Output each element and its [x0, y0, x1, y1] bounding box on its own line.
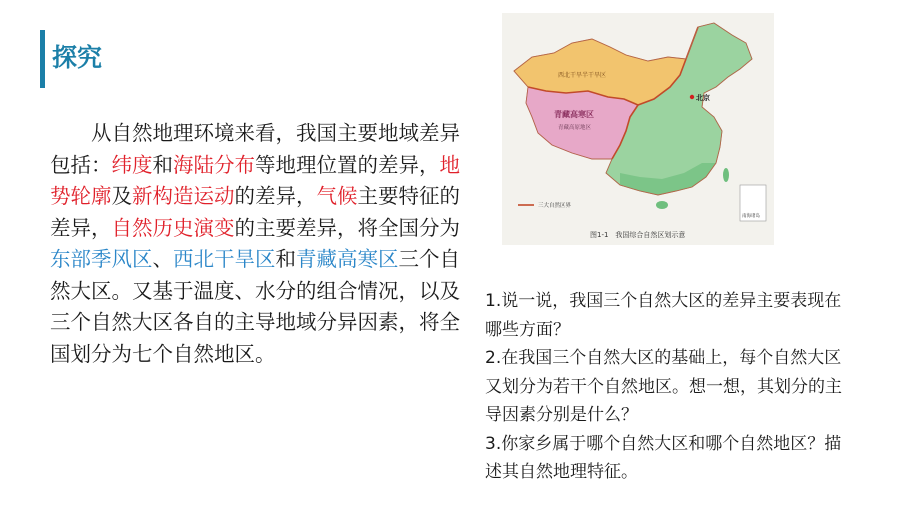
text-segment: 和: [275, 247, 296, 271]
highlight-tectonics: 新构造运动: [132, 184, 235, 208]
map-svg: [502, 13, 774, 245]
question-3: 3.你家乡属于哪个自然大区和哪个自然地区？描述其自然地理特征。: [485, 433, 842, 482]
text-segment: 三个自然大区。又基于温度、水分的组合情况，以及三个自然大区各自的主导地域分异因素，将全国划分为七个自然地区。: [50, 247, 460, 366]
beijing-marker: [690, 95, 694, 99]
question-2: 2.在我国三个自然大区的基础上，每个自然大区又划分为若干个自然地区。想一想，其划分的主导因素分别是什么？: [485, 348, 842, 425]
map-label-beijing: 北京: [696, 94, 710, 102]
map-caption: 图1-1 我国综合自然区划示意: [590, 231, 686, 239]
hainan-island: [656, 201, 668, 209]
taiwan-island: [723, 168, 729, 182]
main-paragraph: [50, 118, 460, 370]
text-segment: 从自然地理环境来看，我国主要地域差异包括：: [50, 121, 460, 177]
highlight-terrain: 地势轮廓: [50, 152, 460, 208]
title-accent-bar: [40, 30, 45, 88]
text-segment: 的差异，: [234, 184, 317, 208]
highlight-climate: 气候: [316, 184, 358, 208]
inset-label: 南海诸岛: [742, 214, 760, 219]
text-segment: 的主要差异，将全国分为: [234, 215, 460, 240]
legend-text: 三大自然区界: [538, 203, 572, 209]
text-segment: 、: [152, 247, 173, 271]
section-title: 探究: [52, 43, 103, 72]
text-segment: 等地理位置的差异，: [255, 152, 440, 177]
map-label-xibei: 西北干旱半干旱区: [558, 72, 607, 79]
china-region-map: [502, 13, 774, 245]
highlight-land-sea: 海陆分布: [173, 152, 255, 177]
highlight-latitude: 纬度: [111, 152, 153, 177]
region-northwest-arid: 西北干旱区: [173, 247, 276, 271]
text-segment: 和: [152, 152, 173, 177]
text-segment: 主要特征的差异，: [50, 184, 460, 240]
text-segment: 及: [111, 184, 132, 208]
question-list: [485, 287, 845, 487]
highlight-natural-history: 自然历史演变: [111, 215, 235, 240]
question-1: 1.说一说，我国三个自然大区的差异主要表现在哪些方面？: [485, 291, 842, 340]
region-east-monsoon: 东部季风区: [50, 247, 153, 271]
map-label-qingzang: 青藏高寒区: [554, 110, 594, 119]
region-qinghai-tibet: 青藏高寒区: [296, 247, 399, 271]
map-label-qingzang-sub: 青藏高原地区: [558, 125, 592, 131]
